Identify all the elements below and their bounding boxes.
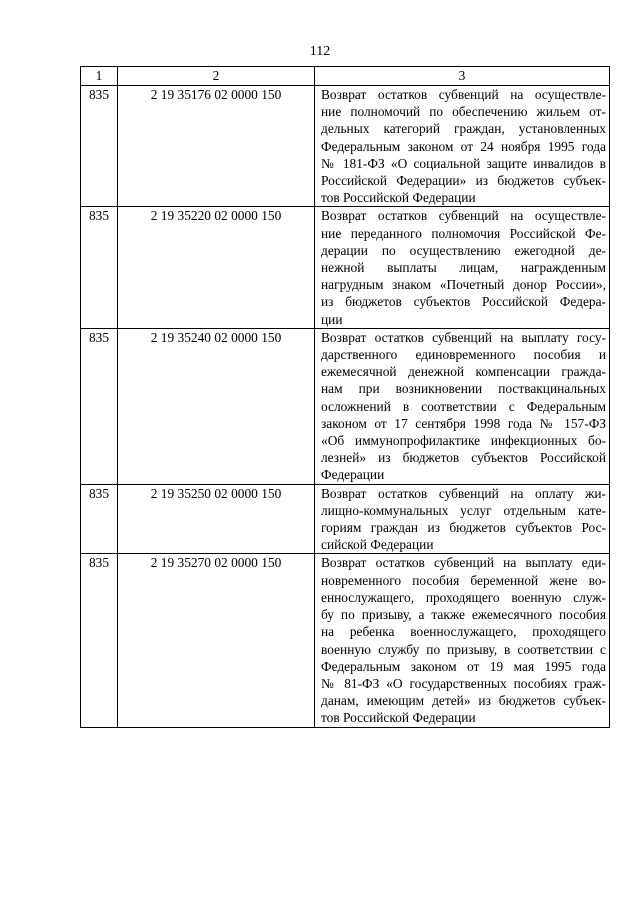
description-line: сийской Федерации [321, 537, 434, 553]
description-line: еннослужащего, проходящего военную служ- [321, 589, 606, 605]
description-line: на ребенка военнослужащего, проходящего [321, 624, 606, 640]
description-line: ции [321, 311, 343, 327]
table-body [81, 86, 610, 728]
description-line: лезней» из бюджетов субъектов Российской [321, 450, 606, 466]
table-row [81, 86, 610, 207]
table-row [81, 554, 610, 727]
admin-code-cell: 835 [81, 207, 118, 328]
description-line: законом от 17 сентября 1998 года № 157-ФЗ [321, 415, 606, 431]
description-line: осложнений в соответствии с Федеральным [321, 398, 606, 414]
budget-code-cell: 2 19 35220 02 0000 150 [118, 207, 315, 328]
description-line: Возврат остатков субвенций на оплату жи- [321, 485, 606, 501]
description-line: ежемесячной денежной компенсации гражда- [321, 364, 606, 380]
description-cell [315, 207, 610, 328]
description-line: «Об иммунопрофилактике инфекционных бо- [321, 433, 606, 449]
admin-code-cell: 835 [81, 554, 118, 727]
description-line: нам при возникновении поствакцинальных [321, 381, 606, 397]
description-cell [315, 484, 610, 554]
description-line: Возврат остатков субвенций на осуществле- [321, 87, 606, 102]
description-line: тов Российской Федерации [321, 190, 476, 206]
budget-code-cell: 2 19 35240 02 0000 150 [118, 328, 315, 484]
description-line: нежной выплаты лицам, награжденным [321, 260, 606, 276]
description-line: лищно-коммунальных услуг отдельным кате- [321, 502, 606, 518]
description-line: Возврат остатков субвенций на осуществле- [321, 208, 606, 224]
description-line: Возврат остатков субвенций на выплату госу- [321, 329, 606, 345]
description-line: данам, имеющим детей» из бюджетов субъек- [321, 693, 606, 709]
table-header-row [81, 67, 610, 86]
description-line: тов Российской Федерации [321, 710, 476, 726]
description-line: Возврат остатков субвенций на выплату еди- [321, 555, 606, 571]
description-line: № 81-ФЗ «О государственных пособиях граж- [321, 675, 606, 691]
description-line: нагрудным знаком «Почетный донор России», [321, 277, 606, 293]
table-row [81, 328, 610, 484]
admin-code-cell: 835 [81, 328, 118, 484]
column-header-2: 2 [118, 67, 315, 86]
budget-code-cell: 2 19 35270 02 0000 150 [118, 554, 315, 727]
page-number: 112 [309, 44, 331, 59]
description-line: № 181-ФЗ «О социальной защите инвалидов в [321, 155, 606, 171]
admin-code-cell: 835 [81, 86, 118, 207]
budget-code-cell: 2 19 35176 02 0000 150 [118, 86, 315, 207]
budget-code-cell: 2 19 35250 02 0000 150 [118, 484, 315, 554]
description-line: дарственного единовременного пособия и [321, 347, 606, 363]
table-row [81, 484, 610, 554]
description-line: дерации по осуществлению ежегодной де- [321, 242, 606, 258]
description-line: Российской Федерации» из бюджетов субъек- [321, 173, 606, 189]
column-header-1: 1 [81, 67, 118, 86]
description-line: бу по призыву, а также ежемесячного пособия [321, 607, 606, 623]
description-line: гориям граждан из бюджетов субъектов Рос- [321, 520, 606, 536]
description-cell [315, 554, 610, 727]
description-cell [315, 86, 610, 207]
description-line: ние переданного полномочия Российской Фе- [321, 225, 606, 241]
description-cell [315, 328, 610, 484]
description-line: Федерации [321, 467, 385, 483]
description-line: Федеральным законом от 24 ноября 1995 года [321, 138, 606, 154]
description-line: новременного пособия беременной жене во- [321, 572, 606, 588]
admin-code-cell: 835 [81, 484, 118, 554]
description-line: из бюджетов субъектов Российской Федера- [321, 294, 606, 310]
description-line: Федеральным законом от 19 мая 1995 года [321, 658, 606, 674]
budget-code-table [80, 66, 610, 728]
table-row [81, 207, 610, 328]
description-line: военную службу по призыву, в соответствии с [321, 641, 606, 657]
column-header-3: 3 [315, 67, 610, 86]
description-line: дельных категорий граждан, установленных [321, 121, 606, 137]
description-line: ние полномочий по обеспечению жильем от- [321, 104, 606, 120]
